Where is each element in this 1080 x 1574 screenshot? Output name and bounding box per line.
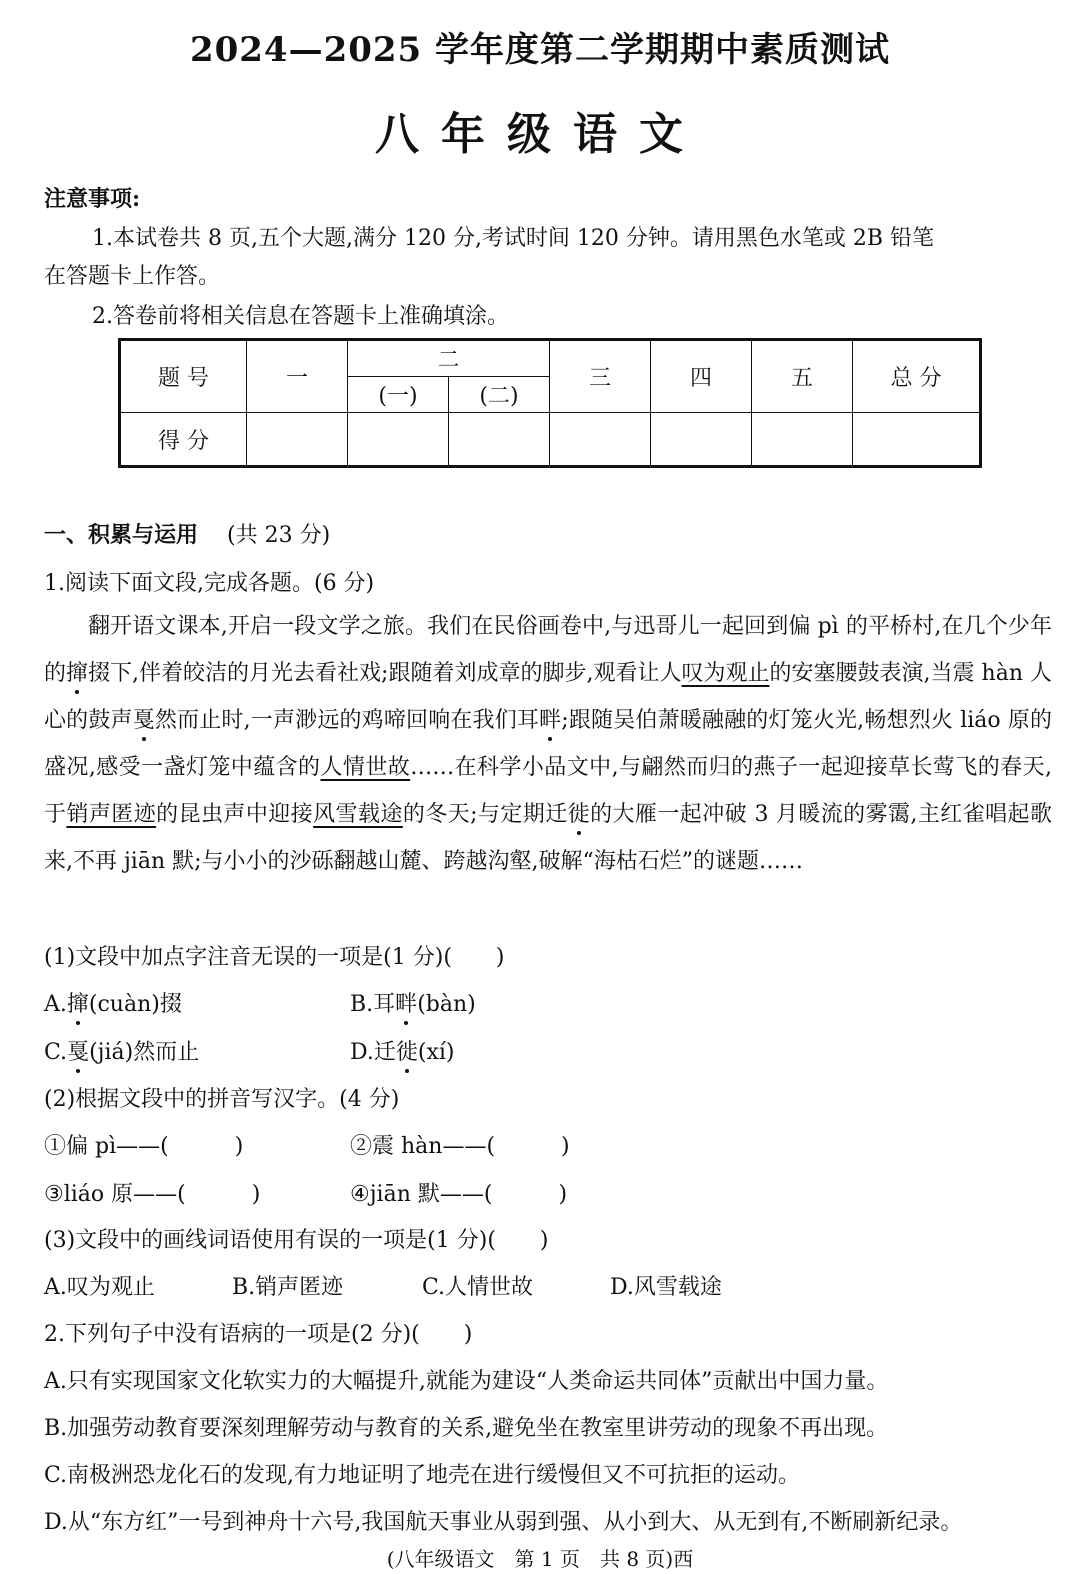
dotted-char: 戛	[67, 1040, 90, 1065]
pinyin-blank-3[interactable]: ③liáo 原——( )	[44, 1182, 261, 1207]
notice-item-1-cont: 在答题卡上作答。	[44, 264, 221, 289]
sub-question-1-2-prompt: (2)根据文段中的拼音写汉字。(4 分)	[44, 1087, 400, 1112]
section-1-points: (共 23 分)	[227, 523, 331, 548]
score-cell[interactable]	[853, 413, 981, 467]
col-header-4: 四	[651, 340, 752, 413]
col-header-5: 五	[752, 340, 853, 413]
choice-c[interactable]: C.人情世故	[422, 1275, 534, 1300]
dotted-char: 徙	[567, 802, 591, 827]
choice-b[interactable]: B.销声匿迹	[232, 1275, 344, 1300]
page-footer: (八年级语文 第 1 页 共 8 页)西	[386, 1547, 694, 1571]
choice-label: D.迁	[350, 1040, 396, 1065]
notice-item-1: 1.本试卷共 8 页,五个大题,满分 120 分,考试时间 120 分钟。请用黑色水笔或 2B 铅笔	[92, 226, 935, 251]
passage-text: ……在科学小品文中,与翩然而归的燕子一起迎接草长莺飞的春天,于	[44, 755, 1052, 827]
col-header-1: 一	[247, 340, 348, 413]
choice-label: C.	[44, 1040, 68, 1065]
passage-text: 的冬天;与定期迁	[402, 802, 568, 827]
passage-text: 的大雁一起冲破 3 月暖流的雾霭,主红雀唱起歌来,不再 jiān 默;与小小的沙砾翻越山麓、跨越沟壑,破解“海枯石烂”的谜题……	[44, 802, 1052, 874]
sub-question-1-3-prompt: (3)文段中的画线词语使用有误的一项是(1 分)( )	[44, 1228, 549, 1253]
col-header-3: 三	[550, 340, 651, 413]
choice-text: (cuàn)掇	[88, 992, 182, 1017]
question-1-prompt: 1.阅读下面文段,完成各题。(6 分)	[44, 571, 375, 596]
notice-item-2: 2.答卷前将相关信息在答题卡上准确填涂。	[92, 304, 509, 329]
score-cell[interactable]	[449, 413, 550, 467]
score-table	[118, 338, 982, 468]
score-cell[interactable]	[348, 413, 449, 467]
subject-title: 八年级语文	[375, 109, 705, 160]
pinyin-blank-2[interactable]: ②震 hàn——( )	[350, 1134, 570, 1159]
col-header-total: 总 分	[853, 340, 981, 413]
passage-text: 的昆虫声中迎接	[156, 802, 314, 827]
row-label-question-number: 题 号	[120, 340, 247, 413]
underlined-word: 风雪载途	[313, 802, 403, 827]
choice-d[interactable]: D.从“东方红”一号到神舟十六号,我国航天事业从弱到强、从小到大、从无到有,不断刷新纪录。	[44, 1510, 963, 1535]
underlined-word: 人情世故	[320, 755, 411, 780]
score-cell[interactable]	[752, 413, 853, 467]
underlined-word: 叹为观止	[681, 661, 770, 686]
passage-text: 的安塞腰鼓表演,当震 hàn 人心的鼓声	[44, 661, 1052, 733]
section-1-heading	[44, 518, 330, 549]
choice-c[interactable]	[44, 1035, 199, 1066]
choice-label: B.耳	[350, 992, 396, 1017]
choice-text: (jiá)然而止	[89, 1040, 200, 1065]
score-cell[interactable]	[247, 413, 348, 467]
passage-text: 然而止时,一声渺远的鸡啼回响在我们耳	[154, 708, 540, 733]
row-label-score: 得 分	[120, 413, 247, 467]
dotted-char: 徙	[395, 1040, 418, 1065]
exam-title: 2024—2025 学年度第二学期期中素质测试	[189, 30, 891, 70]
choice-label: A.	[44, 992, 67, 1017]
pinyin-blank-4[interactable]: ④jiān 默——( )	[350, 1182, 568, 1207]
question-2-prompt: 2.下列句子中没有语病的一项是(2 分)( )	[44, 1322, 473, 1347]
choice-a[interactable]	[44, 987, 182, 1018]
score-cell[interactable]	[550, 413, 651, 467]
choice-b[interactable]: B.加强劳动教育要深刻理解劳动与教育的关系,避免坐在教室里讲劳动的现象不再出现。	[44, 1416, 889, 1441]
passage-text: ;跟随吴伯萧暖融融的灯笼火光,畅想烈火 liáo 原的盛况,感受一盏灯笼中蕴含的	[44, 708, 1052, 780]
notice-heading: 注意事项:	[44, 186, 141, 212]
score-cell[interactable]	[651, 413, 752, 467]
dotted-char: 畔	[395, 992, 418, 1017]
choice-d[interactable]	[350, 1035, 454, 1066]
choice-d[interactable]: D.风雪载途	[610, 1275, 722, 1300]
underlined-word: 销声匿迹	[66, 802, 157, 827]
choice-c[interactable]: C.南极洲恐龙化石的发现,有力地证明了地壳在进行缓慢但又不可抗拒的运动。	[44, 1463, 801, 1488]
col-header-2-sub-2: (二)	[449, 377, 550, 413]
reading-passage	[44, 603, 1052, 885]
dotted-char: 撺	[66, 992, 89, 1017]
dotted-char: 撺	[66, 661, 89, 686]
choice-text: (xí)	[417, 1040, 455, 1065]
passage-text: 翻开语文课本,开启一段文学之旅。我们在民俗画卷中,与迅哥儿一起回到偏 pì 的平桥村,在几个少年的	[44, 614, 1052, 686]
sub-question-1-1-prompt: (1)文段中加点字注音无误的一项是(1 分)( )	[44, 945, 505, 970]
dotted-char: 戛	[132, 708, 155, 733]
choice-a[interactable]: A.只有实现国家文化软实力的大幅提升,就能为建设“人类命运共同体”贡献出中国力量。	[44, 1369, 889, 1394]
pinyin-blank-1[interactable]: ①偏 pì——( )	[44, 1134, 244, 1159]
passage-text: 掇下,伴着皎洁的月光去看社戏;跟随着刘成章的脚步,观看让人	[88, 661, 682, 686]
col-header-2: 二	[348, 340, 550, 377]
choice-text: (bàn)	[417, 992, 476, 1017]
dotted-char: 畔	[539, 708, 562, 733]
choice-a[interactable]: A.叹为观止	[44, 1275, 155, 1300]
choice-b[interactable]	[350, 987, 476, 1018]
section-1-title: 一、积累与运用	[44, 522, 199, 548]
col-header-2-sub-1: (一)	[348, 377, 449, 413]
